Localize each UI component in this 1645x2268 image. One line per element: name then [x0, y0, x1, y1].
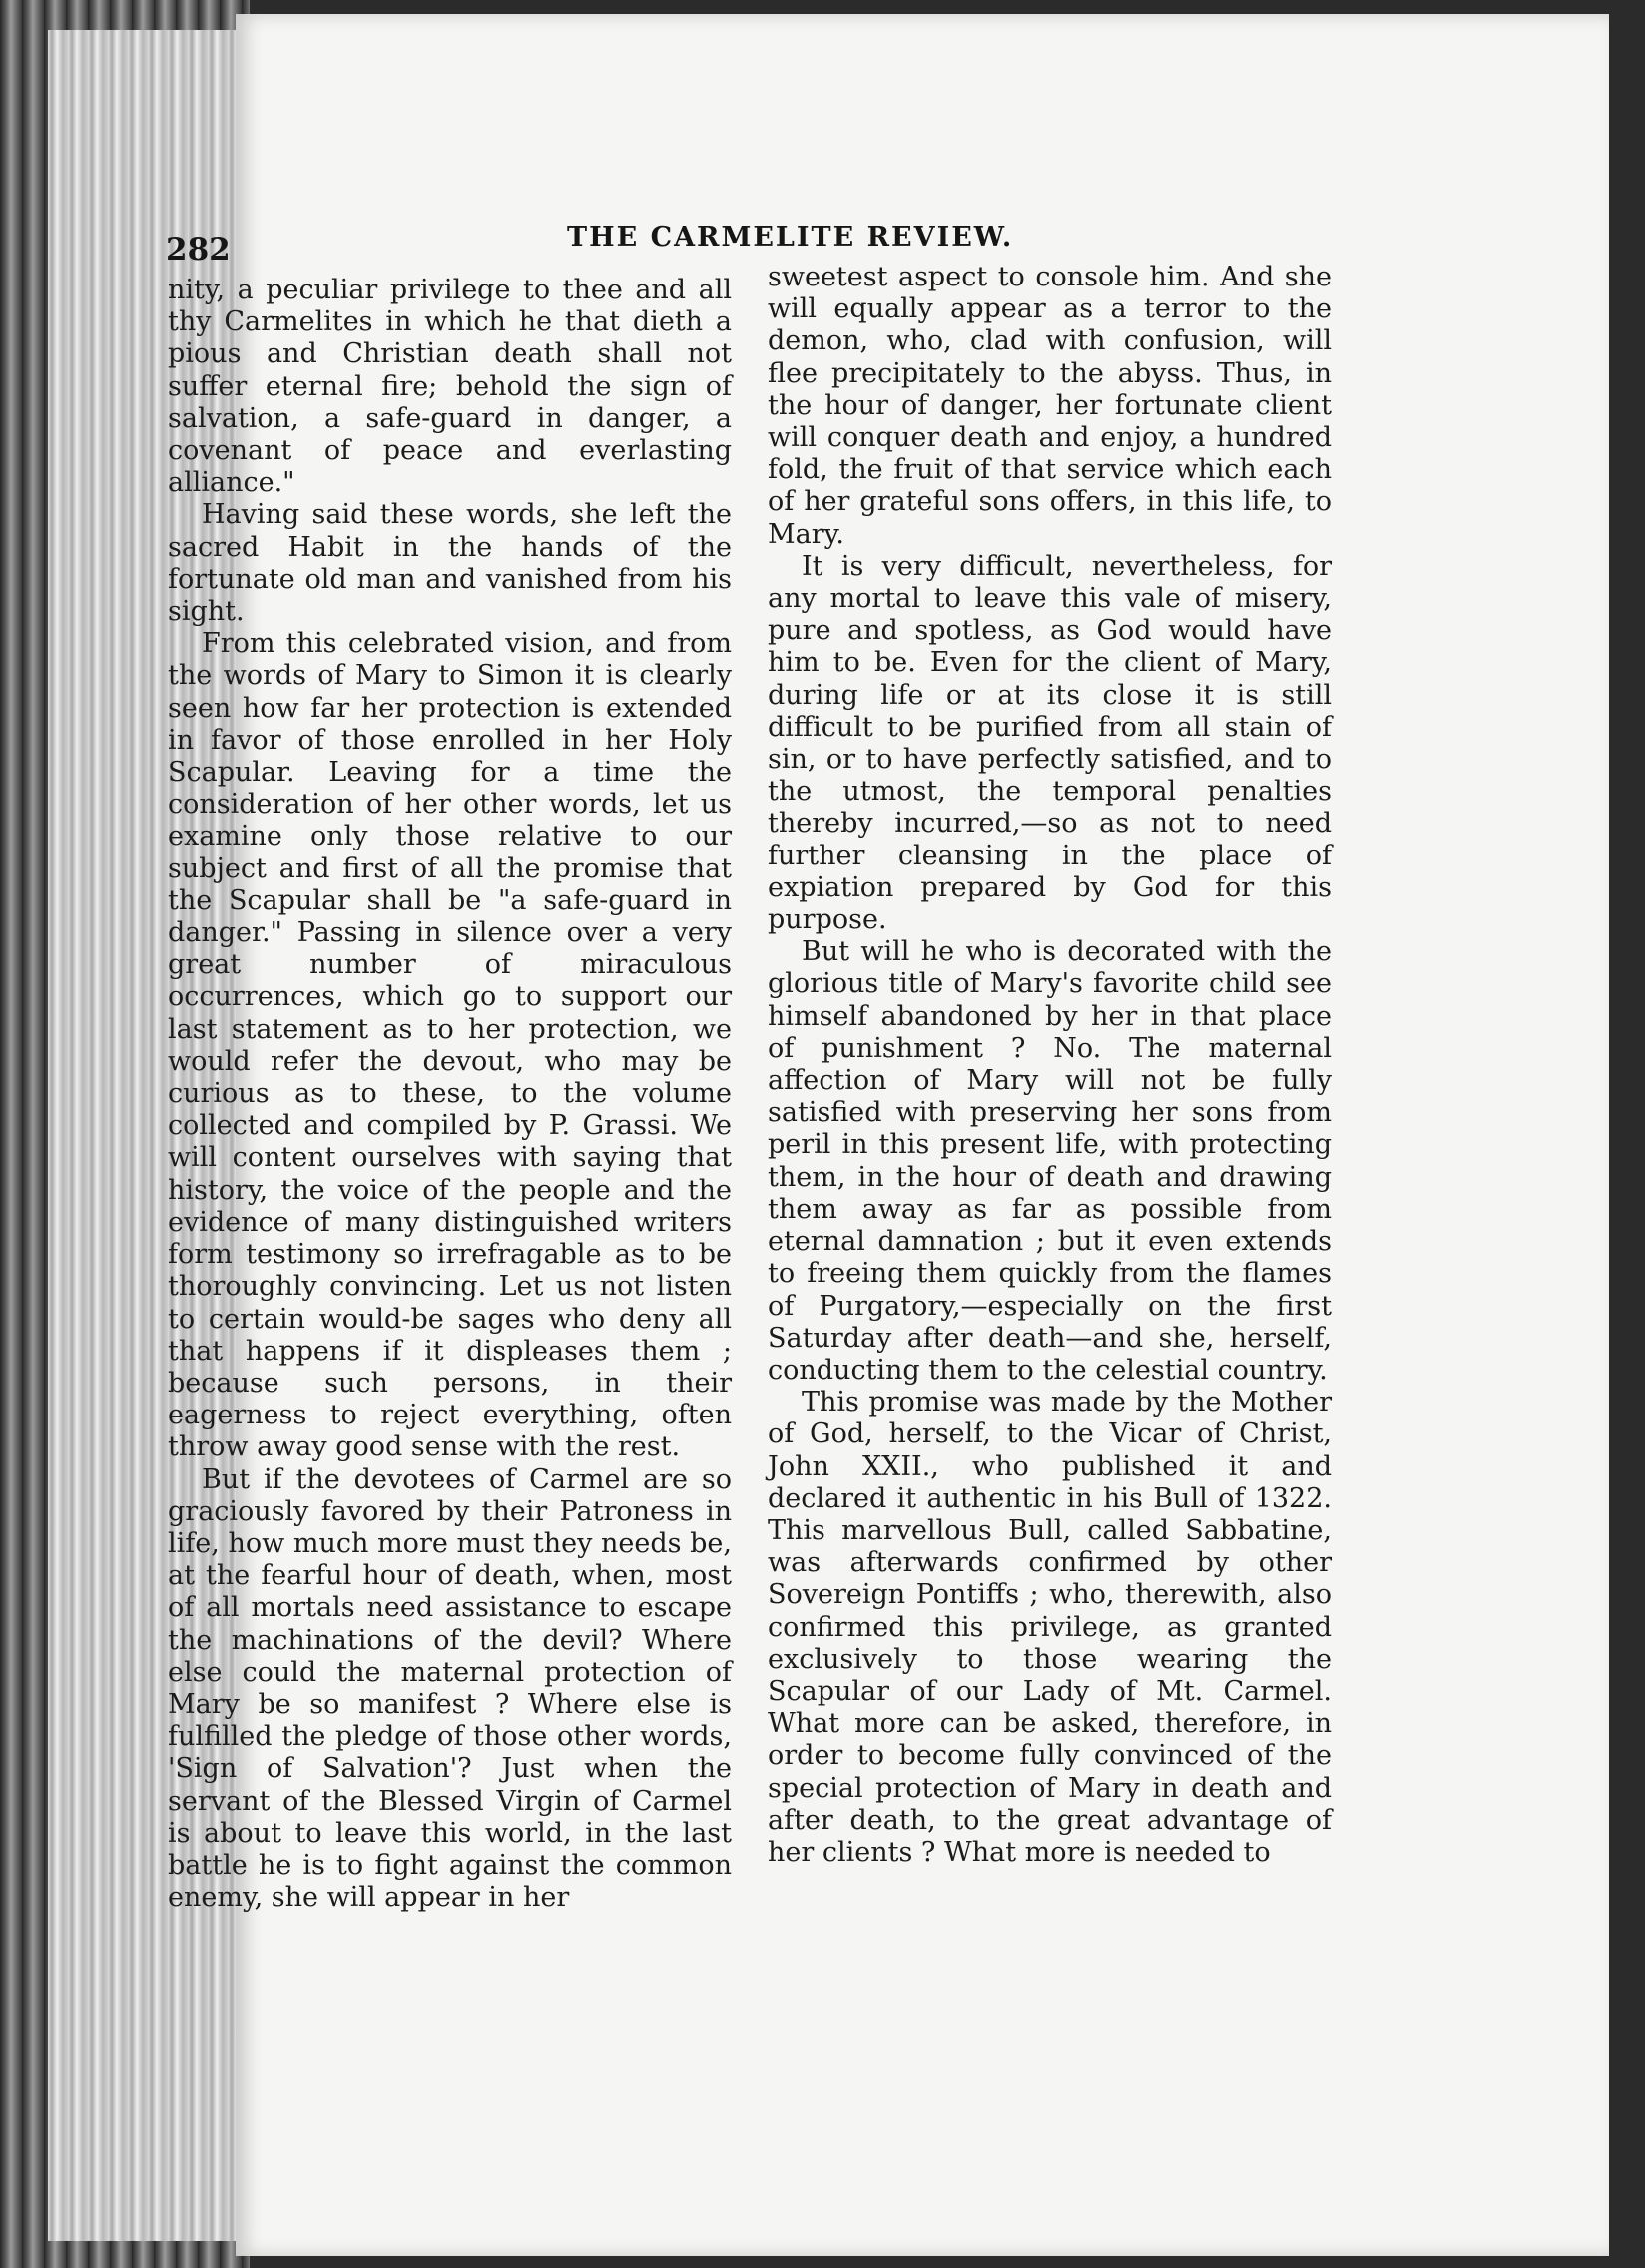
paragraph: It is very difficult, nevertheless, for any mortal to leave this vale of misery, pure and spotless, as God would have him to be. Even for the client of Mary, during life or at its close it is still difficult to be purified from all stain of sin, or to have perfectly satisfied, and to the utmost, the temporal penalties thereby incurred,—so as not to need further cleansing in the place of expiation prepared by God for this purpose.	[768, 550, 1332, 936]
running-head: THE CARMELITE REVIEW.	[567, 222, 1014, 253]
paragraph: From this celebrated vision, and from the words of Mary to Simon it is clearly seen how far her protection is extended in favor of those enrolled in her Holy Scapular. Leaving for a time the consideration of her other words, let us examine only those relative to our subject and first of all the promise that the Scapular shall be "a safe-guard in danger." Passing in silence over a very great number of miraculous occurrences, which go to support our last statement as to her protection, we would refer the devout, who may be curious as to these, to the volume collected and compiled by P. Grassi. We will content ourselves with saying that history, the voice of the people and the evidence of many distinguished writers form testimony so irrefragable as to be thoroughly convincing. Let us not listen to certain would-be sages who deny all that happens if it displeases them ; because such persons, in their eagerness to reject everything, often throw away good sense with the rest.	[168, 628, 732, 1463]
page-number: 282	[166, 232, 231, 268]
paragraph: nity, a peculiar privilege to thee and all thy Carmelites in which he that dieth a pious and Christian death shall not suffer eternal fire; behold the sign of salvation, a safe-guard in danger, a covenant of peace and everlasting alliance."	[168, 275, 732, 499]
paragraph: Having said these words, she left the sacred Habit in the hands of the fortunate old man and vanished from his sight.	[168, 499, 732, 628]
left-text-column	[168, 275, 732, 1914]
paragraph: sweetest aspect to console him. And she will equally appear as a terror to the demon, who, clad with confusion, will flee precipitately to the abyss. Thus, in the hour of danger, her fortunate client will conquer death and enjoy, a hundred fold, the fruit of that service which each of her grateful sons offers, in this life, to Mary.	[768, 262, 1332, 550]
paragraph: But will he who is decorated with the glorious title of Mary's favorite child see himself abandoned by her in that place of punishment ? No. The maternal affection of Mary will not be fully satisfied with preserving her sons from peril in this present life, with protecting them, in the hour of death and drawing them away as far as possible from eternal damnation ; but it even extends to freeing them quickly from the flames of Purgatory,—especially on the first Saturday after death—and she, herself, conducting them to the celestial country.	[768, 936, 1332, 1386]
paragraph: But if the devotees of Carmel are so graciously favored by their Patroness in life, how much more must they needs be, at the fearful hour of death, when, most of all mortals need assistance to escape the machinations of the devil? Where else could the maternal protection of Mary be so manifest ? Where else is fulfilled the pledge of those other words, 'Sign of Salvation'? Just when the servant of the Blessed Virgin of Carmel is about to leave this world, in the last battle he is to fight against the common enemy, she will appear in her	[168, 1463, 732, 1914]
paragraph: This promise was made by the Mother of God, herself, to the Vicar of Christ, John XXII., who published it and declared it authentic in his Bull of 1322. This marvellous Bull, called Sabbatine, was afterwards confirmed by other Sovereign Pontiffs ; who, therewith, also confirmed this privilege, as granted exclusively to those wearing the Scapular of our Lady of Mt. Carmel. What more can be asked, therefore, in order to become fully convinced of the special protection of Mary in death and after death, to the great advantage of her clients ? What more is needed to	[768, 1387, 1332, 1868]
right-text-column	[768, 262, 1332, 1869]
